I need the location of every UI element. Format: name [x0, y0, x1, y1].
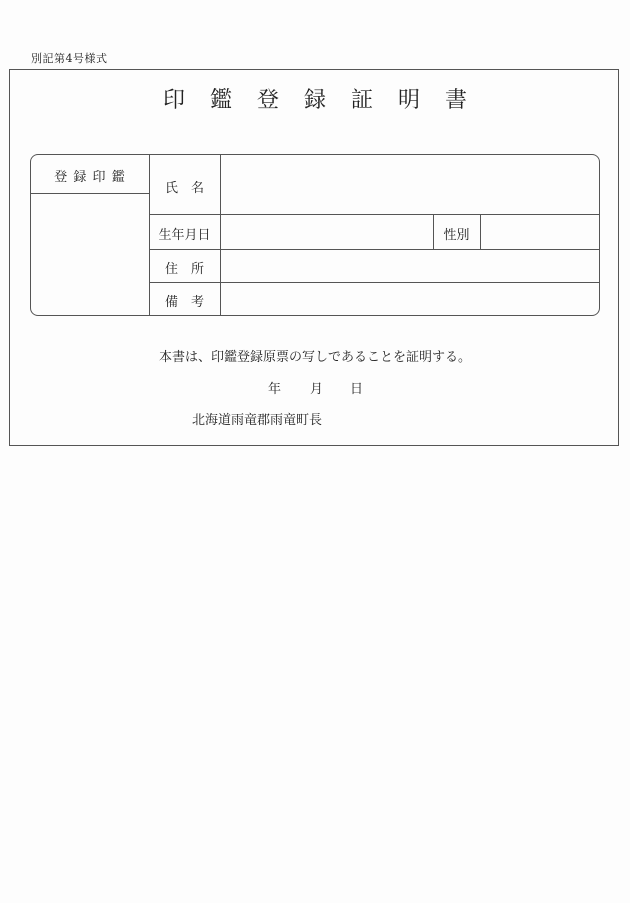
date-day: 日 [350, 382, 364, 397]
date-month: 月 [310, 382, 324, 397]
title-char: 明 [398, 88, 421, 113]
table-divider [149, 249, 600, 250]
table-divider [149, 214, 600, 215]
seal-header: 登 録 印 鑑 [54, 170, 126, 185]
title-char: 録 [303, 88, 326, 113]
title-char: 印 [162, 88, 185, 113]
title-char: 書 [445, 88, 468, 113]
address-label: 住 所 [164, 262, 204, 277]
title-char: 登 [256, 88, 279, 113]
issuer-name: 北海道雨竜郡雨竜町長 [192, 413, 323, 428]
certificate-title [0, 83, 630, 114]
name-label: 氏 名 [164, 181, 204, 196]
registration-table [30, 154, 600, 316]
table-divider [220, 155, 221, 316]
certification-statement: 本書は、印鑑登録原票の写しであることを証明する。 [158, 350, 471, 365]
remarks-label: 備 考 [164, 295, 204, 310]
birthdate-label: 生年月日 [158, 228, 211, 243]
table-divider [149, 282, 600, 283]
title-char: 鑑 [209, 88, 232, 113]
date-year: 年 [268, 382, 282, 397]
table-divider [31, 193, 149, 194]
form-number-label: 別記第4号様式 [31, 52, 108, 65]
gender-label: 性別 [443, 228, 470, 243]
table-divider [480, 214, 481, 249]
title-char: 証 [351, 88, 374, 113]
